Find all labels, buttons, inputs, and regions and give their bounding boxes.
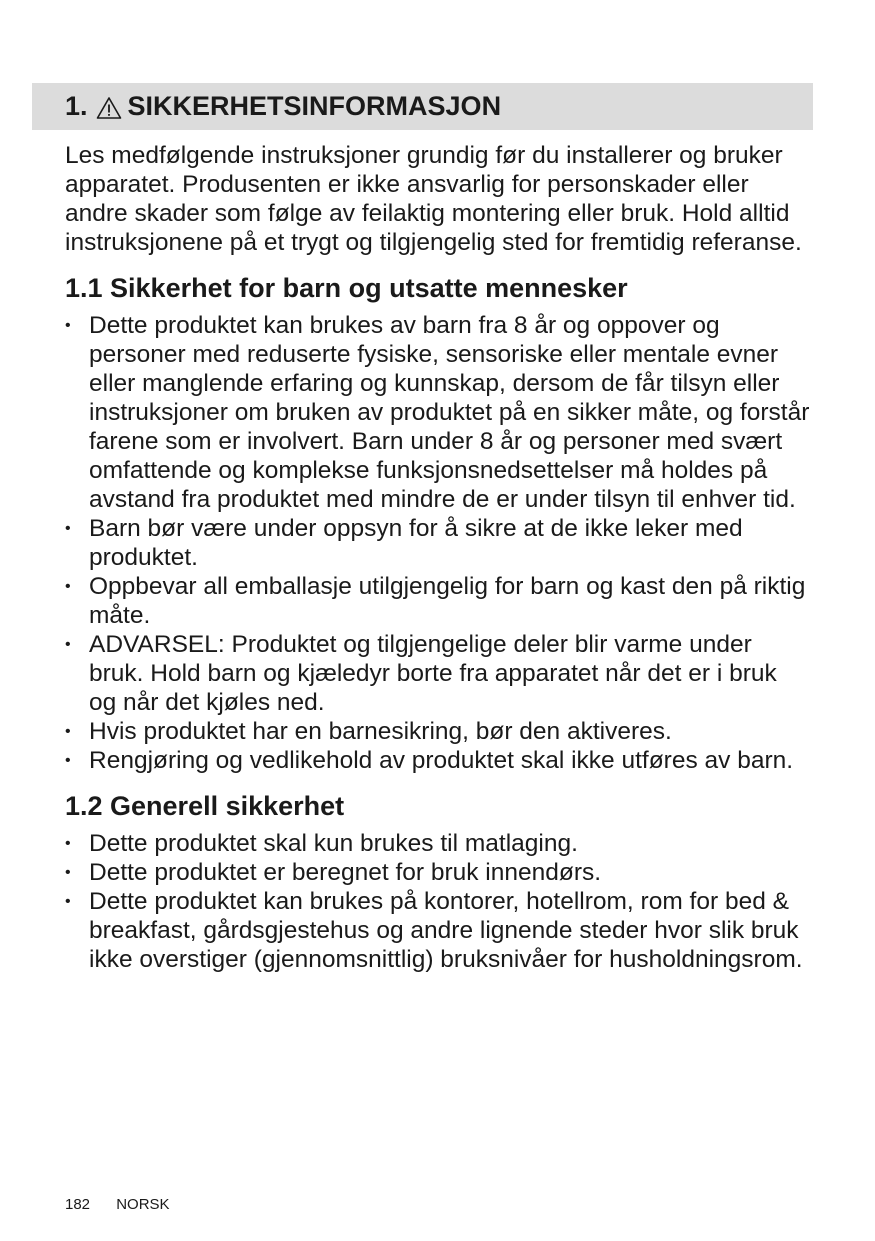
child-safety-list [65,311,810,775]
list-item: • Rengjøring og vedlikehold av produktet skal ikke utføres av barn. [65,747,794,774]
bullet-icon: • [65,636,71,653]
list-item: • Dette produktet kan brukes på kontorer, hotellrom, rom for bed & breakfast, gårdsgjestehus og andre lignende steder hvor slik bruk ikke overstiger (gjennomsnittlig) bruksnivåer for husholdningsrom. [65,888,803,973]
list-item: • Dette produktet er beregnet for bruk innendørs. [65,859,602,886]
subsection-heading-1-2: 1.2 Generell sikkerhet [65,791,345,821]
list-item: • Hvis produktet har en barnesikring, bør den aktiveres. [65,718,672,745]
list-item: • Barn bør være under oppsyn for å sikre at de ikke leker med produktet. [65,515,743,571]
bullet-icon: • [65,578,71,595]
list-item: • Oppbevar all emballasje utilgjengelig for barn og kast den på riktig måte. [65,573,806,629]
bullet-icon: • [65,317,71,334]
bullet-icon: • [65,723,71,740]
bullet-icon: • [65,864,71,881]
bullet-icon: • [65,893,71,910]
intro-paragraph: Les medfølgende instruksjoner grundig før du installerer og bruker apparatet. Produsenten er ikke ansvarlig for personskader eller andre skader som følge av feilaktig montering eller bruk. Hold alltid instruksjonene på et trygt og tilgjengelig sted for fremtidig referanse. [65,142,802,256]
page-number: 182 [65,1196,91,1213]
section-number: 1. [65,91,88,121]
warning-triangle-icon [96,96,122,120]
subsection-heading-1-1: 1.1 Sikkerhet for barn og utsatte mennesker [65,273,628,303]
document-body [65,141,810,974]
page-footer [65,1196,170,1214]
list-item: • ADVARSEL: Produktet og tilgjengelige deler blir varme under bruk. Hold barn og kjæledyr borte fra apparatet når det er i bruk og når det kjøles ned. [65,631,777,716]
list-item: • Dette produktet skal kun brukes til matlaging. [65,830,578,857]
list-item: • Dette produktet kan brukes av barn fra 8 år og oppover og personer med reduserte fysiske, sensoriske eller mentale evner eller manglende erfaring og kunnskap, dersom de får tilsyn eller instruksjoner om bruken av produktet på en sikker måte, og forstår farene som er involvert. Barn under 8 år og personer med svært omfattende og komplekse funksjonsnedsettelser må holdes på avstand fra produktet med mindre de er under tilsyn til enhver tid. [65,312,810,513]
section-title: SIKKERHETSINFORMASJON [127,91,502,121]
general-safety-list [65,829,810,974]
bullet-icon: • [65,752,71,769]
section-header [32,83,813,130]
bullet-icon: • [65,835,71,852]
footer-language: NORSK [116,1196,170,1213]
bullet-icon: • [65,520,71,537]
